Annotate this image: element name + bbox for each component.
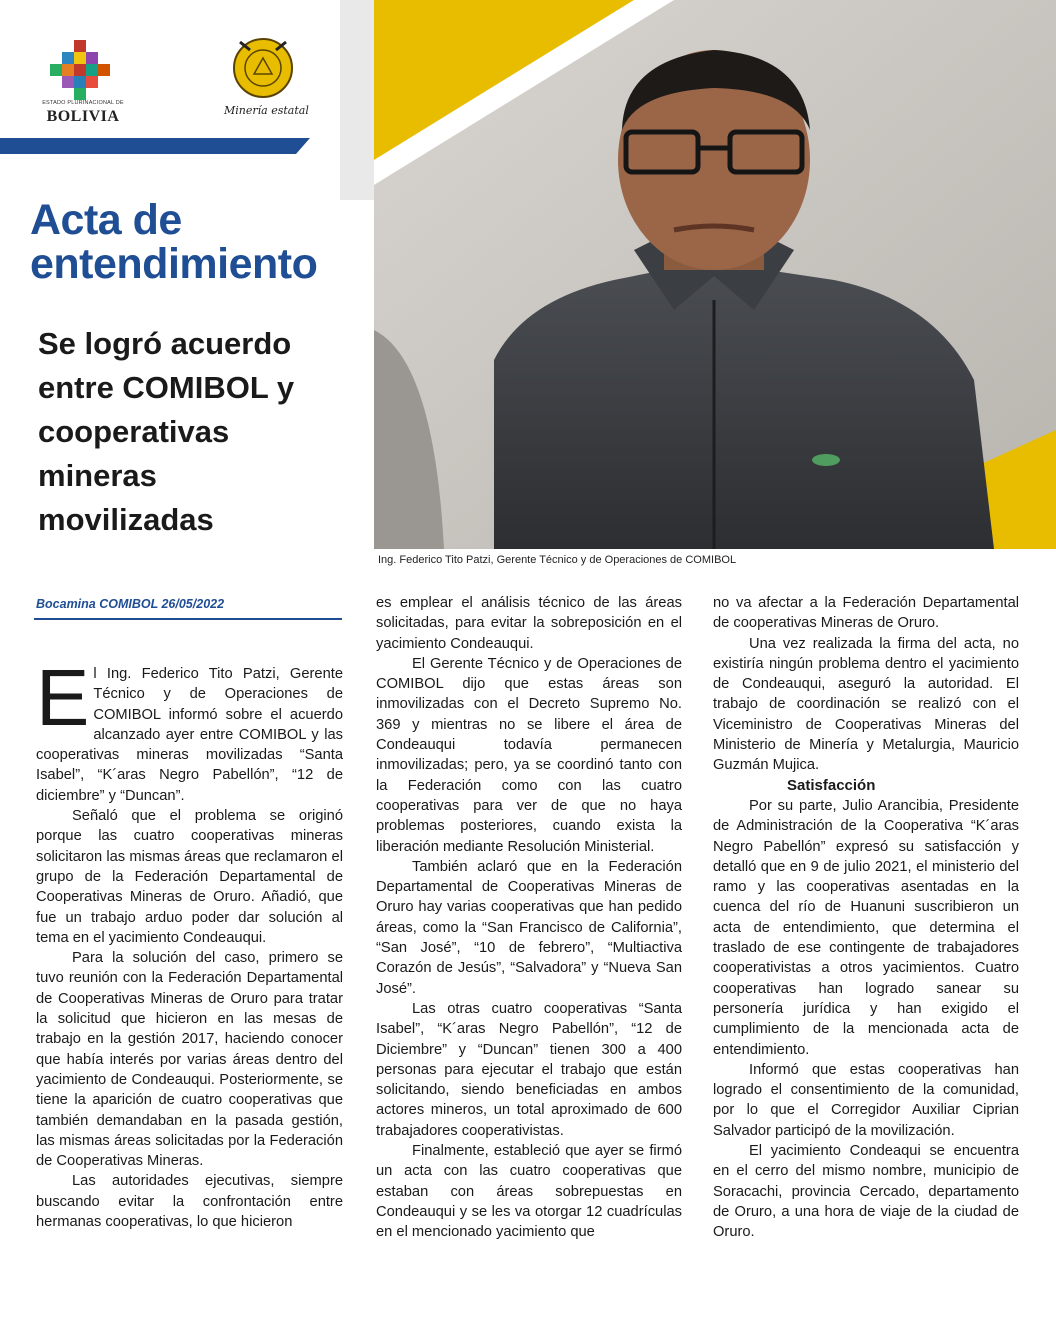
paragraph-10: Por su parte, Julio Arancibia, Presidente de Administración de la Cooperativa “K´aras Negro Pabellón” expresó su satisfacción y detalló que en 9 de julio 2021, el ministerio del ramo y las cooperativas asentadas en la cuenca del río de Huanuni suscribieron un acta de entendimiento, que determina el traslado de ese contingente de trabajadores cooperativistas a otros yacimientos. Cuatro cooperativas han logrado sanear su personería jurídica y han exigido el cumplimiento de la mencionada acta de entendimiento. [713, 797, 1019, 1058]
paragraph-6: También aclaró que en la Federación Departamental de Cooperativas Mineras de Oruro hay varias cooperativas que han pedido áreas, como la “San Francisco de California”, “San José”, “10 de febrero”, “Multiactiva Corazón de Jesús”, “Salvadora” y “Nueva San José”. [376, 858, 682, 997]
portrait-illustration [374, 0, 1056, 549]
bolivia-small-text: ESTADO PLURINACIONAL DE [42, 100, 124, 106]
paragraph-8-end: no va afectar a la Federación Departamental de cooperativas Mineras de Oruro. [713, 595, 1019, 632]
paragraph-5: El Gerente Técnico y de Operaciones de COMIBOL dijo que estas áreas son inmovilizadas con el Decreto Supremo No. 369 y mientras no se libere el área de Condeauqui todavía permanecen inmovilizadas; pero, ya se coordinó tanto con la Federación como con las cuatro cooperativas para ver de que no haya problemas posteriores, cuando exista la liberación mediante Resolución Ministerial. [376, 655, 682, 855]
comibol-logo [224, 34, 314, 130]
paragraph-2: Señaló que el problema se originó porque las cuatro cooperativas mineras solicitaron las mismas áreas que reclamaron el grupo de la Federación Departamental de Cooperativas Mineras de Oruro. Añadió, que fue un trabajo arduo poder dar solución al tema en el yacimiento Condeauqui. [36, 808, 343, 946]
section-subheading: Satisfacción [787, 776, 876, 794]
paragraph-1-text: l Ing. Federico Tito Patzi, Gerente Técnico y de Operaciones de COMIBOL informó sobre el acuerdo alcanzado ayer entre COMIBOL y las cooperativas mineras movilizadas “Santa Isabel”, “K´aras Negro Pabellón”, “12 de diciembre” y “Duncan”. [36, 666, 343, 804]
paragraph-8-start: Finalmente, estableció que ayer se firmó un acta con las cuatro cooperativas que estaban con áreas sobrepuestas en Condeauqui y se les va otorgar 12 cuadrículas en el mencionado yacimiento que [376, 1143, 682, 1241]
article-photo [374, 0, 1056, 549]
comibol-seal-icon [232, 34, 294, 98]
paragraph-4-end: es emplear el análisis técnico de las áreas solicitadas, para evitar la sobreposición en el yacimiento Condeauqui. [376, 595, 682, 652]
signature-text: Minería estatal [224, 104, 309, 117]
paragraph-12: El yacimiento Condeaqui se encuentra en el cerro del mismo nombre, municipio de Soracachi, provincia Cercado, departamento de Oruro, a una hora de viaje de la ciudad de Oruro. [713, 1143, 1019, 1241]
photo-caption: Ing. Federico Tito Patzi, Gerente Técnico y de Operaciones de COMIBOL [378, 554, 737, 566]
paragraph-9: Una vez realizada la firma del acta, no existiría ningún problema dentro el yacimiento de Condeauqui, aseguró la autoridad. El trabajo de coordinación se realizó con el Viceministro de Cooperativas Mineras del Ministerio de Minería y Metalurgia, Mauricio Guzmán Mujica. [713, 635, 1019, 774]
paragraph-4-start: Las autoridades ejecutivas, siempre buscando evitar la confrontación entre hermanas cooperativas, lo que hicieron [36, 1173, 343, 1231]
drop-cap: E [36, 653, 90, 742]
article-column-2 [376, 593, 682, 1243]
chakana-emblem-icon [50, 40, 110, 100]
article-subtitle: Se logró acuerdo entre COMIBOL y cooperativas mineras movilizadas [38, 326, 295, 537]
bolivia-name: BOLIVIA [46, 108, 120, 125]
paragraph-7: Las otras cuatro cooperativas “Santa Isabel”, “K´aras Negro Pabellón”, “12 de Diciembre” y “Duncan” tienen 300 a 400 personas para ejecutar el trabajo que están solicitando, siendo beneficiadas en ambos actores mineros, un total aproximado de 600 trabajadores cooperativistas. [376, 1000, 682, 1139]
bolivia-logo [38, 36, 128, 128]
paragraph-11: Informó que estas cooperativas han logrado el consentimiento de la comunidad, por lo que el Corregidor Auxiliar Ciprian Salvador participó de la movilización. [713, 1061, 1019, 1139]
header-blue-bar [0, 138, 310, 154]
article-title: Acta de entendimiento [30, 196, 318, 288]
paragraph-1 [36, 653, 343, 806]
paragraph-3: Para la solución del caso, primero se tuvo reunión con la Federación Departamental de Cooperativas Mineras de Oruro para tratar la solicitud que hicieron en las mesas de trabajo en la gestión 2017, haciendo conocer que había interés por varias áreas dentro del yacimiento de Condeauqui. Posteriormente, se tiene la aparición de cuatro cooperativas que también demandaban en la pasada gestión, las mismas áreas solicitadas por la Federación de Cooperativas Mineras. [36, 950, 343, 1170]
article-column-3 [713, 593, 1019, 1243]
credit-divider [34, 618, 342, 620]
article-credit: Bocamina COMIBOL 26/05/2022 [36, 597, 225, 611]
article-column-1 [36, 653, 343, 1232]
